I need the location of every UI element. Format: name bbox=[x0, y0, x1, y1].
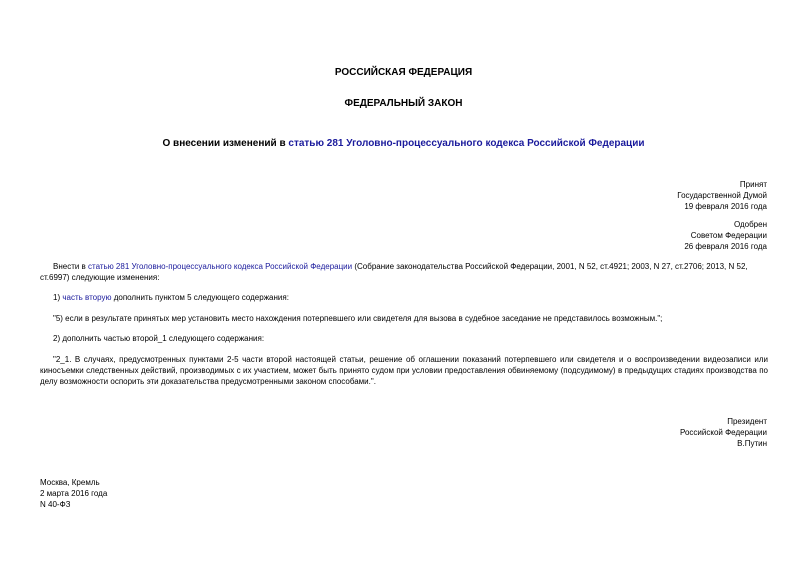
amendment-item-1 bbox=[40, 292, 768, 303]
amendment-item-2: 2) дополнить частью второй_1 следующего содержания: bbox=[53, 334, 265, 343]
intro-suffix: (Собрание законодательства Российской Федерации, 2001, N 52, ст.4921; 2003, N 27, ст.2706; 2013, N 52, ст.6997) следующие изменения: bbox=[40, 262, 748, 282]
approved-body: Советом Федерации bbox=[690, 231, 767, 240]
intro-prefix: Внести в bbox=[53, 262, 89, 271]
law-title-link[interactable]: статью 281 Уголовно-процессуального кодекса Российской Федерации bbox=[288, 138, 645, 149]
adopted-block bbox=[677, 179, 767, 212]
amendment-quote-1: "5) если в результате принятых мер установить место нахождения потерпевшего или свидетеля для вызова в судебное заседание не представилось возможным."; bbox=[53, 314, 663, 323]
intro-paragraph bbox=[40, 261, 768, 283]
signatory-country: Российской Федерации bbox=[680, 428, 767, 437]
law-title-prefix: О внесении изменений в bbox=[162, 138, 289, 149]
item1-part-link[interactable]: часть вторую bbox=[62, 293, 112, 302]
approved-label: Одобрен bbox=[733, 220, 767, 229]
item1-prefix: 1) bbox=[53, 293, 63, 302]
intro-article-link[interactable]: статью 281 Уголовно-процессуального кодекса Российской Федерации bbox=[88, 262, 353, 271]
country-heading: РОССИЙСКАЯ ФЕДЕРАЦИЯ bbox=[334, 67, 473, 78]
signatory-name: В.Путин bbox=[737, 439, 767, 448]
item1-suffix: дополнить пунктом 5 следующего содержания: bbox=[111, 293, 289, 302]
adopted-body: Государственной Думой bbox=[677, 191, 767, 200]
adopted-label: Принят bbox=[739, 180, 767, 189]
adopted-date: 19 февраля 2016 года bbox=[684, 202, 767, 211]
approved-date: 26 февраля 2016 года bbox=[684, 242, 767, 251]
approved-block bbox=[684, 219, 767, 252]
signature-block bbox=[680, 416, 767, 449]
signing-date: 2 марта 2016 года bbox=[40, 489, 108, 498]
place-date-block bbox=[40, 477, 107, 510]
signing-place: Москва, Кремль bbox=[40, 478, 100, 487]
law-number: N 40-ФЗ bbox=[40, 500, 71, 509]
amendment-quote-2: "2_1. В случаях, предусмотренных пунктами 2-5 части второй настоящей статьи, решение об оглашении показаний потерпевшего или свидетеля и о воспроизведении видеозаписи или киносъемки следственных действий, производимых с их участием, может быть принято судом при условии предоставления обвиняемому (подсудимому) в предыдущих стадиях производства по делу возможности оспорить эти доказательства предусмотренными законом способами.". bbox=[40, 355, 768, 386]
law-type-heading: ФЕДЕРАЛЬНЫЙ ЗАКОН bbox=[344, 98, 463, 109]
signatory-title: Президент bbox=[727, 417, 767, 426]
law-title bbox=[0, 138, 807, 149]
